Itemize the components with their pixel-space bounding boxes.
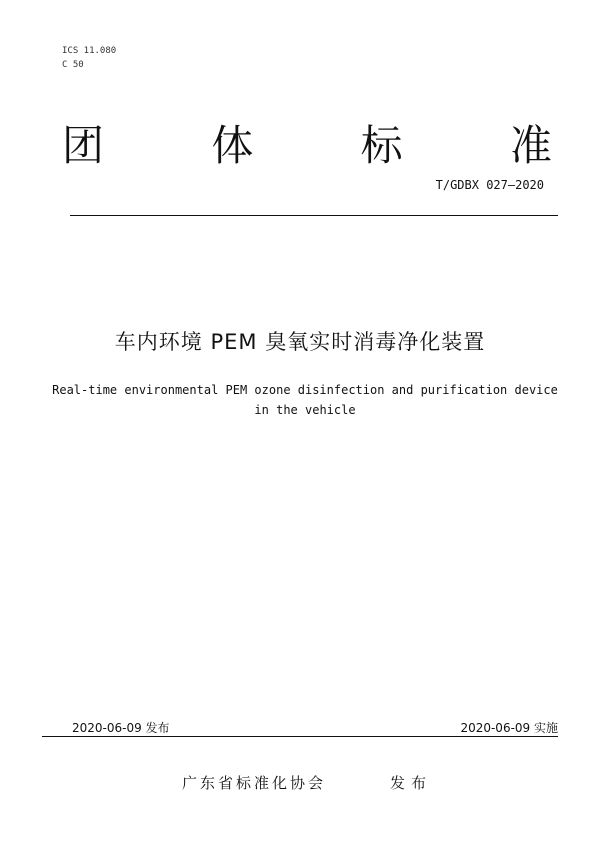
publisher-name: 广东省标准化协会 (182, 774, 327, 792)
heading-char-3: 标 (360, 121, 403, 170)
footer-divider (42, 736, 558, 737)
document-type-heading (62, 118, 552, 174)
standard-number: T/GDBX 027—2020 (435, 178, 544, 192)
heading-char-4: 准 (509, 121, 552, 170)
classification-codes (62, 44, 116, 72)
ics-code: ICS 11.080 (62, 46, 117, 56)
publish-date: 2020-06-09 发布 (72, 721, 170, 735)
english-title-line-2: in the vehicle (254, 403, 356, 417)
heading-char-2: 体 (211, 121, 254, 170)
english-title-line-1: Real-time environmental PEM ozone disinfection and purification device (52, 383, 558, 397)
document-title-english (0, 380, 600, 420)
implement-date: 2020-06-09 实施 (460, 721, 558, 735)
ccs-code: C 50 (62, 60, 84, 70)
header-divider (70, 215, 558, 216)
publisher-action: 发布 (390, 774, 433, 792)
document-title-chinese: 车内环境 PEM 臭氧实时消毒净化装置 (114, 330, 486, 354)
heading-char-1: 团 (62, 121, 105, 170)
